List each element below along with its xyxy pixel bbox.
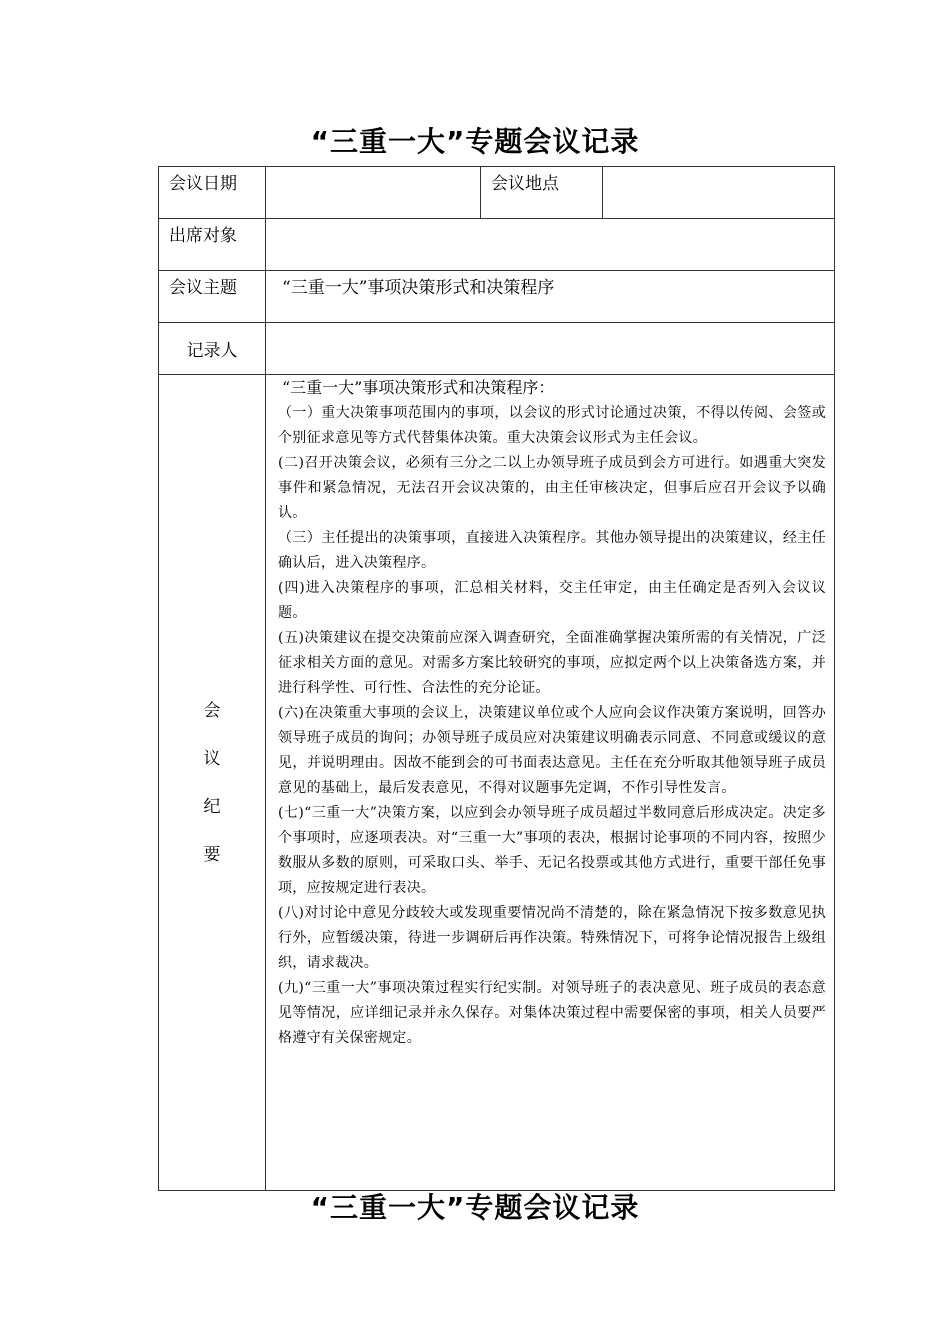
summary-paragraph: (二)召开决策会议，必须有三分之二以上办领导班子成员到会方可进行。如遇重大突发事件和紧急情况，无法召开会议决策的，由主任审核决定，但事后应召开会议予以确认。: [278, 455, 826, 521]
meeting-record-table: [158, 166, 835, 1191]
summary-paragraph: (七)“三重一大”决策方案，以应到会办领导班子成员超过半数同意后形成决定。决定多个事项时，应逐项表决。对“三重一大”事项的表决，根据讨论事项的不同内容，按照少数服从多数的原则，可采取口头、举手、无记名投票或其他方式进行，重要干部任免事项，应按规定进行表决。: [278, 805, 826, 896]
row-date-location: [159, 167, 835, 219]
summary-paragraph: (五)决策建议在提交决策前应深入调查研究，全面准确掌握决策所需的有关情况，广泛征求相关方面的意见。对需多方案比较研究的事项，应拟定两个以上决策备选方案，并进行科学性、可行性、合法性的充分论证。: [278, 630, 826, 696]
summary-paragraph: （一）重大决策事项范围内的事项，以会议的形式讨论通过决策，不得以传阅、会签或个别征求意见等方式代替集体决策。重大决策会议形式为主任会议。: [278, 405, 826, 446]
location-field[interactable]: [603, 167, 835, 219]
date-field[interactable]: [266, 167, 481, 219]
recorder-field[interactable]: [266, 323, 835, 375]
attendees-label: 出席对象: [159, 219, 266, 271]
row-topic: [159, 271, 835, 323]
summary-paragraph: (六)在决策重大事项的会议上，决策建议单位或个人应向会议作决策方案说明，回答办领导班子成员的询问；办领导班子成员应对决策建议明确表示同意、不同意或缓议的意见，并说明理由。因故不能到会的可书面表达意见。主任在充分听取其他领导班子成员意见的基础上，最后发表意见，不得对议题事先定调，不作引导性发言。: [278, 705, 826, 796]
summary-heading: “三重一大”事项决策形式和决策程序：: [282, 378, 555, 397]
summary-label-char: 纪: [203, 796, 221, 817]
date-label: 会议日期: [159, 167, 266, 219]
summary-paragraph: (八)对讨论中意见分歧较大或发现重要情况尚不清楚的，除在紧急情况下按多数意见执行外，应暂缓决策，待进一步调研后再作决策。特殊情况下，可将争论情况报告上级组织，请求裁决。: [278, 905, 826, 971]
continuation-title: “三重一大”专题会议记录: [310, 1191, 640, 1224]
summary-paragraph: (四)进入决策程序的事项，汇总相关材料，交主任审定，由主任确定是否列入会议议题。: [278, 580, 826, 621]
topic-label: 会议主题: [159, 271, 266, 323]
summary-label: [159, 375, 266, 1191]
summary-label-char: 议: [203, 748, 221, 769]
summary-label-char: 会: [203, 700, 221, 721]
summary-label-char: 要: [203, 844, 221, 865]
row-attendees: [159, 219, 835, 271]
location-label: 会议地点: [481, 167, 603, 219]
row-recorder: [159, 323, 835, 375]
row-summary: [159, 375, 835, 1191]
recorder-label: 记录人: [159, 323, 266, 375]
summary-paragraph: （三）主任提出的决策事项，直接进入决策程序。其他办领导提出的决策建议，经主任确认后，进入决策程序。: [278, 530, 826, 571]
topic-field[interactable]: “三重一大”事项决策形式和决策程序: [266, 271, 835, 323]
summary-paragraph: (九)“三重一大”事项决策过程实行纪实制。对领导班子的表决意见、班子成员的表态意见等情况，应详细记录并永久保存。对集体决策过程中需要保密的事项，相关人员要严格遵守有关保密规定。: [278, 980, 826, 1046]
document-title: “三重一大”专题会议记录: [310, 125, 640, 158]
attendees-field[interactable]: [266, 219, 835, 271]
summary-content[interactable]: [266, 375, 835, 1191]
